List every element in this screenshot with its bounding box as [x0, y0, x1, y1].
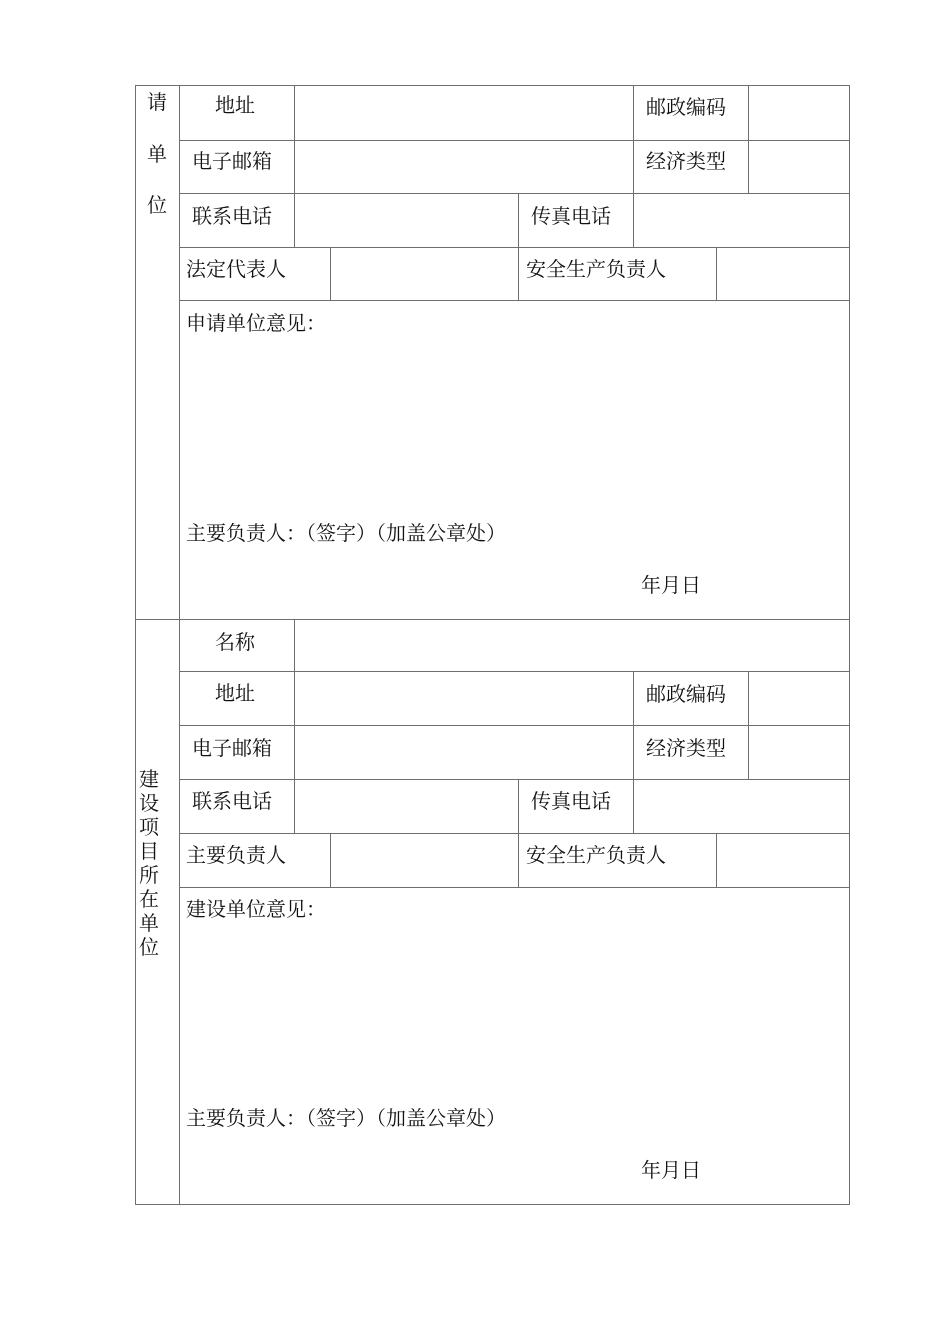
- email-input-cell[interactable]: [295, 726, 633, 779]
- main-head-input-cell[interactable]: [331, 834, 518, 887]
- date-line: 年月日: [641, 1158, 701, 1182]
- applicant-side-label-char: 请: [147, 90, 167, 114]
- safety-head-label: 安全生产负责人: [526, 843, 666, 867]
- name-input-cell[interactable]: [295, 620, 849, 671]
- fax-input-cell[interactable]: [634, 194, 849, 247]
- signature-line: 主要负责人：（签字）（加盖公章处）: [186, 1106, 506, 1130]
- builder-opinion-label: 建设单位意见：: [186, 897, 326, 921]
- applicant-opinion-label: 申请单位意见：: [186, 311, 326, 335]
- economy-type-label: 经济类型: [646, 736, 726, 760]
- cell-divider: [633, 85, 634, 194]
- fax-label: 传真电话: [531, 204, 611, 228]
- address-label: 地址: [215, 681, 255, 705]
- cell-divider: [518, 247, 519, 301]
- table-right-border: [849, 85, 850, 1205]
- date-line: 年月日: [641, 573, 701, 597]
- phone-label: 联系电话: [192, 204, 272, 228]
- legal-representative-label: 法定代表人: [186, 257, 286, 281]
- email-input-cell[interactable]: [295, 141, 633, 193]
- postcode-input-cell[interactable]: [749, 672, 849, 725]
- safety-head-input-cell[interactable]: [717, 248, 849, 300]
- email-label: 电子邮箱: [192, 736, 272, 760]
- builder-opinion-input-area[interactable]: [180, 925, 849, 1095]
- applicant-opinion-input-area[interactable]: [180, 340, 849, 510]
- table-left-border: [135, 85, 136, 1205]
- postcode-label: 邮政编码: [646, 95, 726, 119]
- phone-label: 联系电话: [192, 789, 272, 813]
- fax-label: 传真电话: [531, 789, 611, 813]
- project-unit-side-label: 建设项目所在单位: [139, 767, 159, 959]
- row-divider: [179, 300, 850, 301]
- name-label: 名称: [215, 630, 255, 654]
- row-divider: [179, 887, 850, 888]
- table-bottom-border: [135, 1204, 850, 1205]
- phone-input-cell[interactable]: [295, 194, 518, 247]
- postcode-input-cell[interactable]: [749, 86, 849, 140]
- economy-type-label: 经济类型: [646, 149, 726, 173]
- cell-divider: [518, 779, 519, 834]
- main-head-label: 主要负责人: [186, 843, 286, 867]
- economy-type-input-cell[interactable]: [749, 141, 849, 193]
- applicant-side-label-char: 位: [147, 193, 167, 217]
- safety-head-input-cell[interactable]: [717, 834, 849, 887]
- cell-divider: [518, 833, 519, 888]
- address-input-cell[interactable]: [295, 672, 633, 725]
- cell-divider: [633, 671, 634, 780]
- email-label: 电子邮箱: [192, 149, 272, 173]
- economy-type-input-cell[interactable]: [749, 726, 849, 779]
- address-input-cell[interactable]: [295, 86, 633, 140]
- safety-head-label: 安全生产负责人: [526, 257, 666, 281]
- legal-representative-input-cell[interactable]: [331, 248, 518, 300]
- signature-line: 主要负责人：（签字）（加盖公章处）: [186, 521, 506, 545]
- phone-input-cell[interactable]: [295, 780, 518, 833]
- postcode-label: 邮政编码: [646, 682, 726, 706]
- address-label: 地址: [215, 93, 255, 117]
- cell-divider: [518, 193, 519, 248]
- fax-input-cell[interactable]: [634, 780, 849, 833]
- applicant-side-label-char: 单: [147, 142, 167, 166]
